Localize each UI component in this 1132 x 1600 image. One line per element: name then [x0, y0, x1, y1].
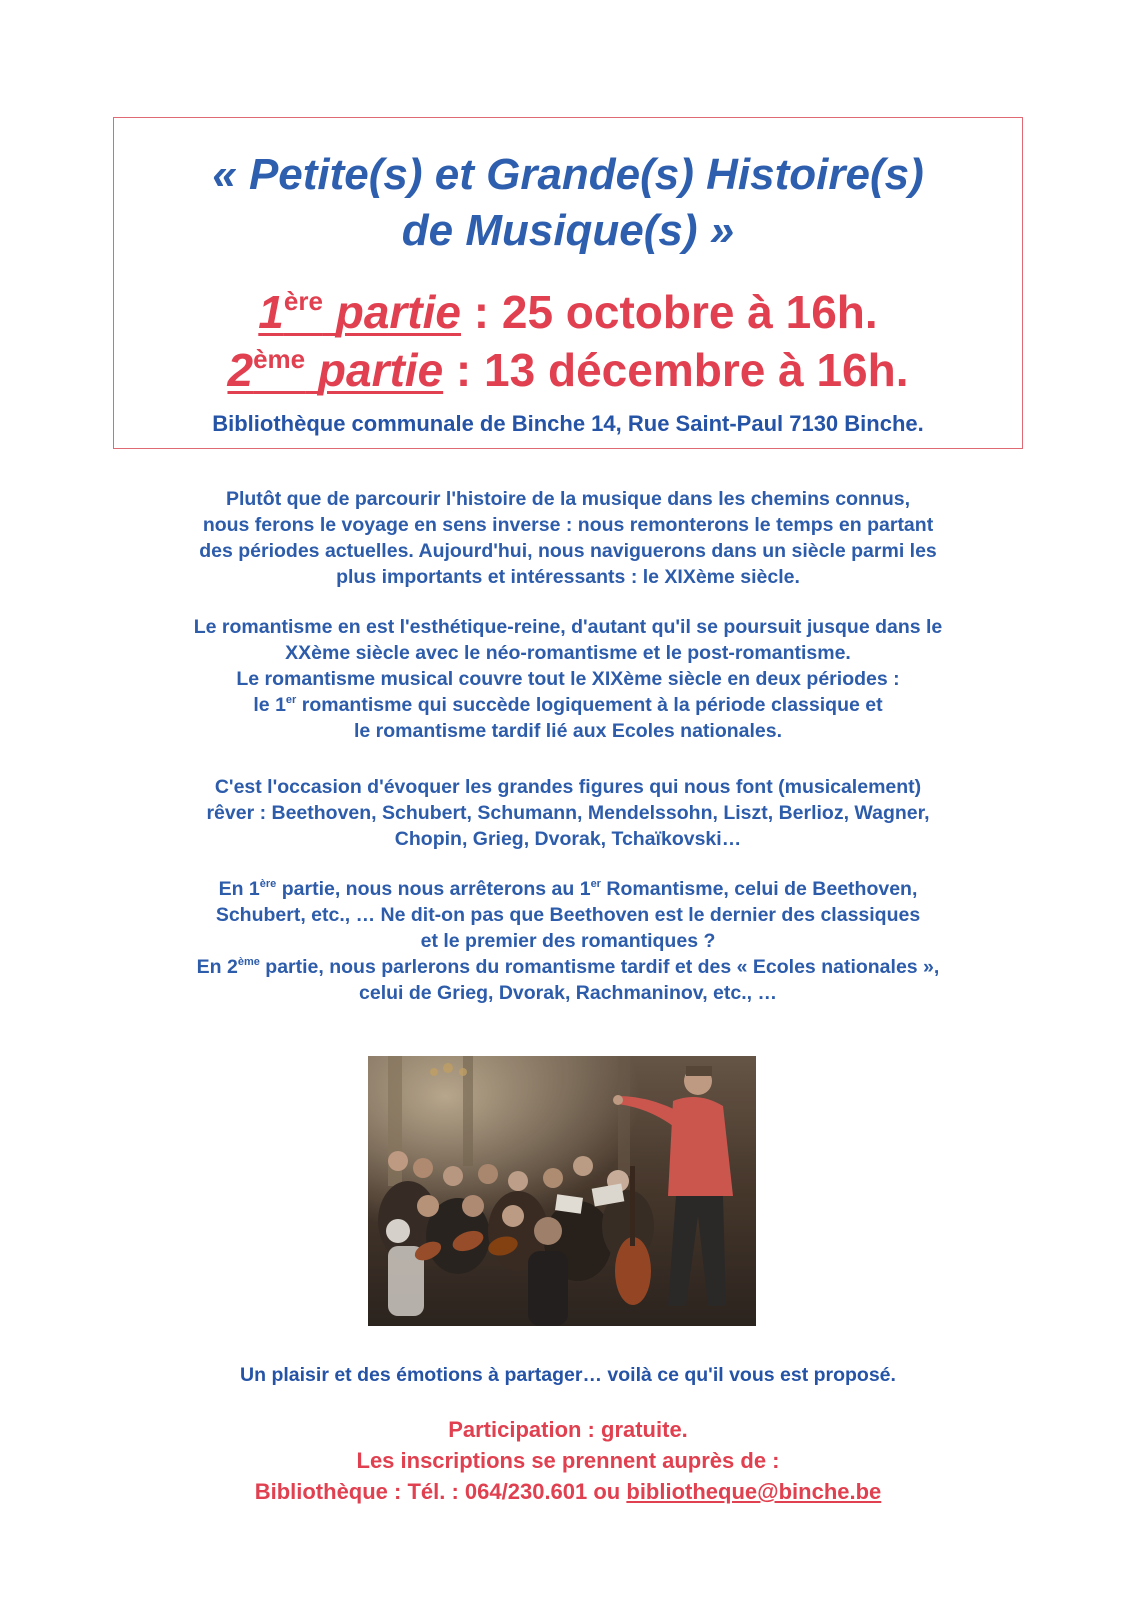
- sessions-line: Schubert, etc., … Ne dit-on pas que Beethoven est le dernier des classiques: [215, 904, 921, 926]
- composers-line: Chopin, Grieg, Dvorak, Tchaïkovski…: [394, 828, 742, 850]
- session2-date: [114, 342, 1022, 398]
- intro-line: Plutôt que de parcourir l'histoire de la musique dans les chemins connus,: [225, 488, 911, 510]
- intro-line: nous ferons le voyage en sens inverse : nous remonterons le temps en partant: [202, 514, 934, 536]
- venue-address: Bibliothèque communale de Binche 14, Rue Saint-Paul 7130 Binche.: [212, 411, 924, 436]
- romanticism-paragraph: [113, 614, 1023, 744]
- registration-info: [113, 1414, 1023, 1507]
- orchestra-photo: [368, 1056, 756, 1326]
- sessions-line: celui de Grieg, Dvorak, Rachmaninov, etc., …: [359, 982, 777, 1004]
- session1-part-label: 1ère partie: [258, 286, 461, 338]
- email-link[interactable]: bibliotheque@binche.be: [626, 1479, 882, 1504]
- event-title-line1: « Petite(s) et Grande(s) Histoire(s): [212, 150, 924, 199]
- composers-paragraph: [113, 774, 1023, 852]
- sessions-line: En 1ère partie, nous nous arrêterons au 1er Romantisme, celui de Beethoven,: [218, 878, 918, 900]
- intro-line: plus importants et intéressants : le XIXème siècle.: [336, 566, 800, 588]
- phone-text: Bibliothèque : Tél. : 064/230.601 ou: [254, 1479, 627, 1504]
- composers-line: C'est l'occasion d'évoquer les grandes figures qui nous font (musicalement): [214, 776, 922, 798]
- session1-date: [114, 284, 1022, 340]
- contact-line: [113, 1476, 1023, 1507]
- session1-when: : 25 octobre à 16h.: [460, 286, 878, 338]
- sessions-line: et le premier des romantiques ?: [420, 930, 716, 952]
- sessions-paragraph: [113, 876, 1023, 1006]
- composers-line: rêver : Beethoven, Schubert, Schumann, Mendelssohn, Liszt, Berlioz, Wagner,: [206, 802, 930, 824]
- participation-price: Participation : gratuite.: [448, 1417, 688, 1442]
- romanticism-line: le romantisme tardif lié aux Ecoles nationales.: [353, 720, 783, 742]
- romanticism-line: XXème siècle avec le néo-romantisme et le post-romantisme.: [285, 642, 851, 664]
- romanticism-line: Le romantisme en est l'esthétique-reine, d'autant qu'il se poursuit jusque dans le: [193, 616, 943, 638]
- intro-paragraph: [113, 486, 1023, 590]
- sessions-line: En 2ème partie, nous parlerons du romantisme tardif et des « Ecoles nationales »,: [196, 956, 940, 978]
- romanticism-line: le 1er romantisme qui succède logiquement à la période classique et: [253, 694, 883, 716]
- tagline: Un plaisir et des émotions à partager… voilà ce qu'il vous est proposé.: [240, 1364, 896, 1386]
- event-title-line2: de Musique(s) »: [401, 206, 735, 255]
- romanticism-line: Le romantisme musical couvre tout le XIXème siècle en deux périodes :: [236, 668, 900, 690]
- session2-part-label: 2ème partie: [227, 344, 444, 396]
- intro-line: des périodes actuelles. Aujourd'hui, nous naviguerons dans un siècle parmi les: [199, 540, 937, 562]
- session2-when: : 13 décembre à 16h.: [443, 344, 909, 396]
- registration-note: Les inscriptions se prennent auprès de :: [356, 1448, 780, 1473]
- event-header-box: [113, 117, 1023, 449]
